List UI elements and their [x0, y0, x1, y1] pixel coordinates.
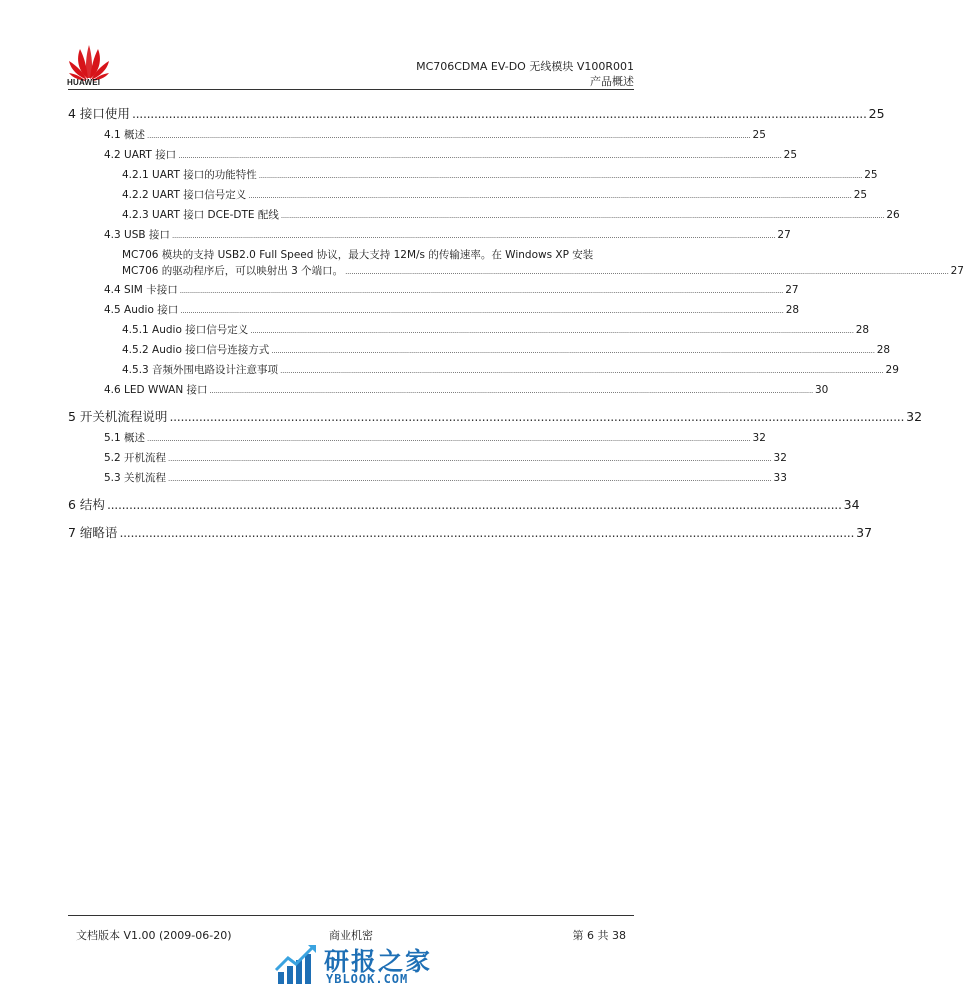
footer-version: 文档版本 V1.00 (2009-06-20)	[76, 929, 232, 942]
toc-page: 25	[752, 129, 766, 141]
toc-label: 7 缩略语	[68, 525, 118, 540]
toc-label: 6 结构	[68, 497, 105, 512]
toc-label: 4.1 概述	[104, 129, 146, 141]
toc-page: 28	[785, 304, 800, 316]
toc-label: 5 开关机流程说明	[68, 409, 168, 424]
toc-leader: ........................................................................................................................................................................................................	[119, 525, 855, 540]
toc-leader: ..........................................................................................................................................................................................................................................................................................................	[271, 347, 875, 355]
toc-label: 4.3 USB 接口	[104, 229, 170, 241]
toc-entry[interactable]	[104, 450, 787, 465]
toc-label: 4.4 SIM 卡接口	[104, 284, 178, 296]
toc-entry[interactable]	[104, 470, 787, 485]
toc-label: 4.5.3 音频外围电路设计注意事项	[122, 364, 279, 376]
toc-leader: ..........................................................................................................................................................................................................................................................................................................	[250, 327, 854, 335]
toc-label: 4.2.3 UART 接口 DCE-DTE 配线	[122, 209, 279, 221]
toc-page: 25	[783, 149, 798, 161]
toc-leader: ........................................................................................................................................................................................................	[131, 106, 867, 121]
toc-label: MC706 的驱动程序后，可以映射出 3 个端口。	[122, 265, 344, 277]
toc-leader: ........................................................................................................................................................................................................	[169, 409, 905, 424]
toc-entry[interactable]	[122, 207, 900, 222]
header-divider	[68, 89, 634, 90]
watermark-en: YBLOOK.COM	[326, 972, 409, 986]
toc-entry[interactable]	[122, 187, 868, 202]
toc-page: 27	[785, 284, 799, 296]
toc-leader: ..........................................................................................................................................................................................................................................................................................................	[345, 268, 949, 276]
toc-leader: ..........................................................................................................................................................................................................................................................................................................	[171, 232, 776, 240]
logo-text: HUAWEI	[67, 78, 101, 87]
toc-entry[interactable]	[122, 322, 870, 337]
toc-label: 5.3 关机流程	[104, 472, 167, 484]
toc-entry[interactable]	[122, 263, 964, 278]
toc-entry[interactable]	[104, 302, 800, 317]
toc-leader: ..........................................................................................................................................................................................................................................................................................................	[147, 132, 751, 140]
toc-label: 5.2 开机流程	[104, 452, 167, 464]
toc-leader: ..........................................................................................................................................................................................................................................................................................................	[248, 192, 852, 200]
toc-page: 26	[886, 209, 900, 221]
toc-page: 33	[773, 472, 787, 484]
watermark-cn: 研报之家	[324, 947, 433, 976]
document-subtitle: 产品概述	[590, 75, 634, 88]
chart-growth-icon	[274, 942, 320, 988]
toc-leader: ..........................................................................................................................................................................................................................................................................................................	[179, 287, 784, 295]
toc-leader: ..........................................................................................................................................................................................................................................................................................................	[178, 152, 782, 160]
toc-page: 25	[864, 169, 878, 181]
toc-page: 28	[876, 344, 891, 356]
toc-leader: ..........................................................................................................................................................................................................................................................................................................	[258, 172, 863, 180]
toc-entry[interactable]	[68, 523, 873, 541]
toc-label: 4 接口使用	[68, 106, 130, 121]
toc-page: 28	[855, 324, 870, 336]
toc-label: 4.5.2 Audio 接口信号连接方式	[122, 344, 270, 356]
toc-entry[interactable]	[104, 282, 799, 297]
toc-page: 32	[752, 432, 766, 444]
toc-entry[interactable]	[104, 147, 798, 162]
toc-entry[interactable]	[104, 382, 829, 397]
toc-entry[interactable]	[122, 342, 891, 357]
toc-leader: ..........................................................................................................................................................................................................................................................................................................	[180, 307, 784, 315]
toc-label: 4.2.1 UART 接口的功能特性	[122, 169, 257, 181]
toc-page: 27	[950, 265, 964, 277]
toc-label: 5.1 概述	[104, 432, 146, 444]
footer-divider	[68, 915, 634, 916]
footer-classification: 商业机密	[329, 929, 373, 942]
toc-entry[interactable]	[68, 104, 885, 122]
toc-page: 37	[856, 525, 873, 540]
toc-entry[interactable]	[122, 167, 878, 182]
toc-leader: ..........................................................................................................................................................................................................................................................................................................	[280, 367, 884, 375]
toc-page: 25	[868, 106, 885, 121]
toc-leader: ..........................................................................................................................................................................................................................................................................................................	[280, 212, 885, 220]
toc-entry[interactable]	[122, 362, 899, 377]
toc-page: 29	[885, 364, 899, 376]
toc-page: 25	[853, 189, 868, 201]
toc-label: 4.2 UART 接口	[104, 149, 177, 161]
toc-leader: ..........................................................................................................................................................................................................................................................................................................	[209, 387, 813, 395]
toc-leader: ..........................................................................................................................................................................................................................................................................................................	[147, 435, 751, 443]
footer-page-info: 第 6 共 38	[572, 929, 626, 942]
toc-leader: ........................................................................................................................................................................................................	[106, 497, 842, 512]
toc-label: 4.5.1 Audio 接口信号定义	[122, 324, 249, 336]
toc-label: 4.5 Audio 接口	[104, 304, 179, 316]
toc-entry[interactable]	[104, 430, 766, 445]
toc-page: 30	[815, 384, 829, 396]
toc-page: 32	[773, 452, 787, 464]
toc-entry[interactable]	[104, 227, 791, 242]
toc-leader: ..........................................................................................................................................................................................................................................................................................................	[168, 455, 772, 463]
toc-label: 4.6 LED WWAN 接口	[104, 384, 208, 396]
toc-label: 4.2.2 UART 接口信号定义	[122, 189, 247, 201]
toc-entry[interactable]	[68, 495, 860, 513]
toc-page: 34	[843, 497, 860, 512]
toc-page: 32	[906, 409, 923, 424]
toc-page: 27	[777, 229, 791, 241]
document-title: MC706CDMA EV-DO 无线模块 V100R001	[416, 60, 634, 73]
usb-note-line: MC706 模块的支持 USB2.0 Full Speed 协议，最大支持 12M/s 的传输速率。在 Windows XP 安装	[122, 249, 594, 261]
toc-entry[interactable]	[68, 407, 923, 425]
toc-leader: ..........................................................................................................................................................................................................................................................................................................	[168, 475, 772, 483]
toc-entry[interactable]	[104, 127, 766, 142]
